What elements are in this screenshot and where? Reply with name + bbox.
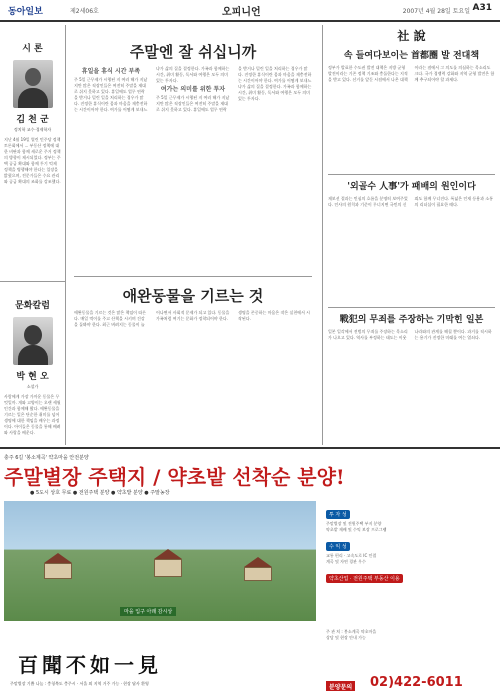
author-photo [13,317,53,365]
author-name: 박 현 오 [16,372,49,382]
divider [74,276,312,277]
advertisement[interactable] [0,447,500,691]
editorial-column [322,25,500,445]
page-number: A31 [472,3,492,13]
house-icon [154,559,182,577]
second-headline: 애완동물을 기르는 것 [122,287,264,305]
editorial-label: 社 說 [397,29,426,43]
main-headline: 주말엔 잘 쉬십니까 [129,43,257,61]
ad-info-line: 교통 편리 · 고속도로 IC 인접 [326,553,377,558]
house-icon [44,563,72,579]
editorial-headline: 속 들여다보이는 首都圈 발 전대책 [343,51,480,61]
second-article-body [68,306,318,456]
divider [328,174,495,175]
author-title: 정치학 교수·경제학자 [13,127,52,132]
publication-date: 2007년 4월 28일 토요일 [402,8,470,15]
ad-contact-box [326,629,496,679]
ad-image-caption: 마을 입구 아래 감시상 [120,607,176,616]
editorial-body: 정부가 발표한 수도권 발전 대책은 지방 균형 발전이라는 기존 정책 기조와 충돌한다는 지적을 받고 있다. 선거를 앞둔 시점에서 나온 대책이라는 점에서 그 의도를 의심하는 목소리도 크다. 국가 경쟁력 강화와 지역 균형 발전은 함께 추구되어야 할 과제다. [328,65,495,82]
ad-contact-line: 주 관 처 : 봉소계곡 약초마을 [326,629,377,634]
article-subhead: 여가는 의미를 위한 투자 [160,86,226,93]
roof-icon [154,549,182,559]
ad-tagline: 충주 6길 '봉소계곡' 약초마을 안전분양 [4,455,89,461]
ad-slogan: 百聞不如一見 [18,653,162,677]
left-column [0,25,66,445]
roof-icon [244,557,272,567]
ad-badge: 약초산업 · 전원주택 부동산 이용 [326,574,403,583]
ad-info-line: 계곡 및 자연 경관 우수 [326,559,366,564]
author-title: 소설가 [26,384,39,389]
ad-info-line: 주말별장 및 전원주택 부지 분양 [326,521,382,526]
ad-info-line: 약초밭 재배 및 수익 보장 프로그램 [326,527,387,532]
divider [328,307,495,308]
newspaper-logo: 동아일보 [8,7,43,17]
ad-badge: 수 익 성 [326,542,350,551]
editorial-headline: '외골수 人事'가 패배의 원인이다 [347,182,476,192]
ad-badge: 투 자 성 [326,510,350,519]
article-subhead: 휴일을 휴식 시간 부족 [81,68,141,75]
article-text: 애완동물을 기르는 것은 많은 책임이 따른다. 매일 먹이를 주고 산책을 시키며 건강을 돌봐야 한다. 최근 버려지는 동물이 늘어나면서 사회적 문제가 되고 있다. 동물을 가족처럼 여기는 문화가 정착되어야 한다. 생명을 존중하는 마음은 작은 실천에서 시작된다. [74,310,311,327]
ad-contact-line: 상담 및 현장 안내 가능 [326,635,366,640]
issue-number: 제2세06호 [70,8,99,15]
main-article-body [68,62,318,274]
ad-subline: ● 5도시 상호 무료 ● 전원주택 분양 ● 약초밭 분양 ● 주말농장 [30,490,170,496]
ad-landscape-image [4,501,316,621]
author-name: 김 천 군 [16,115,49,125]
ad-phone-label: 분양문의 [326,681,355,691]
masthead [0,0,500,22]
section-title: 오피니언 [222,7,261,18]
roof-icon [44,553,72,563]
ad-footer: 주말별장 기쁨 나눔 : 충청북도 충주시 · 서울 외 지역 거주 가능 · 현장 답사 환영 [10,681,149,686]
editorial-headline: 戰犯의 무죄를 주장하는 기막힌 일본 [339,315,484,325]
editorial-body: 일본 일각에서 전범의 무죄를 주장하는 목소리가 나오고 있다. 역사를 부정하는 태도는 이웃 나라와의 관계를 해칠 뿐이다. 과거를 직시하는 용기가 진정한 미래를 여는 열쇠다. [328,329,492,340]
article-text: 주 5일 근무제가 시행된 지 여러 해가 지났지만 많은 직장인들은 여전히 주말을 제대로 쉬지 못하고 있다. 휴일에도 업무 연락을 받거나 밀린 일을 처리하는 경우가 많다. 진정한 휴식이란 몸과 마음을 재충전하는 시간이어야 한다. 여가를 어떻게 보내느냐가 삶의 질을 결정한다. 가족과 함께하는 시간, 취미 활동, 독서와 여행은 모두 의미 있는 투자다. [74,66,230,112]
column-text: 지난 4월 19일 열린 민주당 정책 토론회에서 ... 부동산 정책에 대한 비판과 함께 새로운 주거 정책의 방향이 제시되었다. 정부는 주택 공급 확대와 함께 투기 억제 정책을 병행해야 한다는 입장을 밝혔으며, 전문가들은 수요 관리와 공급 확대의 조화를 강조했다. [4,137,61,184]
ad-phone-number[interactable]: 02)422-6011 [370,675,463,690]
culture-column-label: 문화칼럼 [15,301,50,311]
house-icon [244,567,272,581]
ad-headline: 주말별장 주택지 / 약초밭 선착순 분양! [4,465,345,489]
editorial-body: 재보선 결과는 민심의 흐름을 분명히 보여주었다. 인사의 원칙과 기준이 무너지면 국민의 신뢰도 함께 무너진다. 폭넓은 인재 등용과 소통의 리더십이 필요한 때다. [328,196,493,207]
author-photo [13,60,53,108]
column-text: 사람에게 가장 가까운 동물은 무엇일까. 개와 고양이는 오랜 세월 인간과 함께해 왔다. 애완동물을 기르는 일은 단순한 취미를 넘어 생명에 대한 책임을 배우는 과정이다. 아이들은 동물을 통해 배려와 사랑을 배운다. [4,394,61,435]
poem-column-label: 시 론 [22,44,43,54]
ad-info-panel [326,501,496,621]
middle-column [68,25,318,445]
article-text: 주 5일 근무제가 시행된 지 여러 해가 지났지만 많은 직장인들은 여전히 주말을 제대로 쉬지 못하고 있다. 휴일에도 업무 연락을 받거나 밀린 일을 처리하는 경우가 많다. 진정한 휴식이란 몸과 마음을 재충전하는 시간이어야 한다. 여가를 어떻게 보내느냐가 삶의 질을 결정한다. 가족과 함께하는 시간, 취미 활동, 독서와 여행은 모두 의미 있는 투자다. [156,66,312,112]
